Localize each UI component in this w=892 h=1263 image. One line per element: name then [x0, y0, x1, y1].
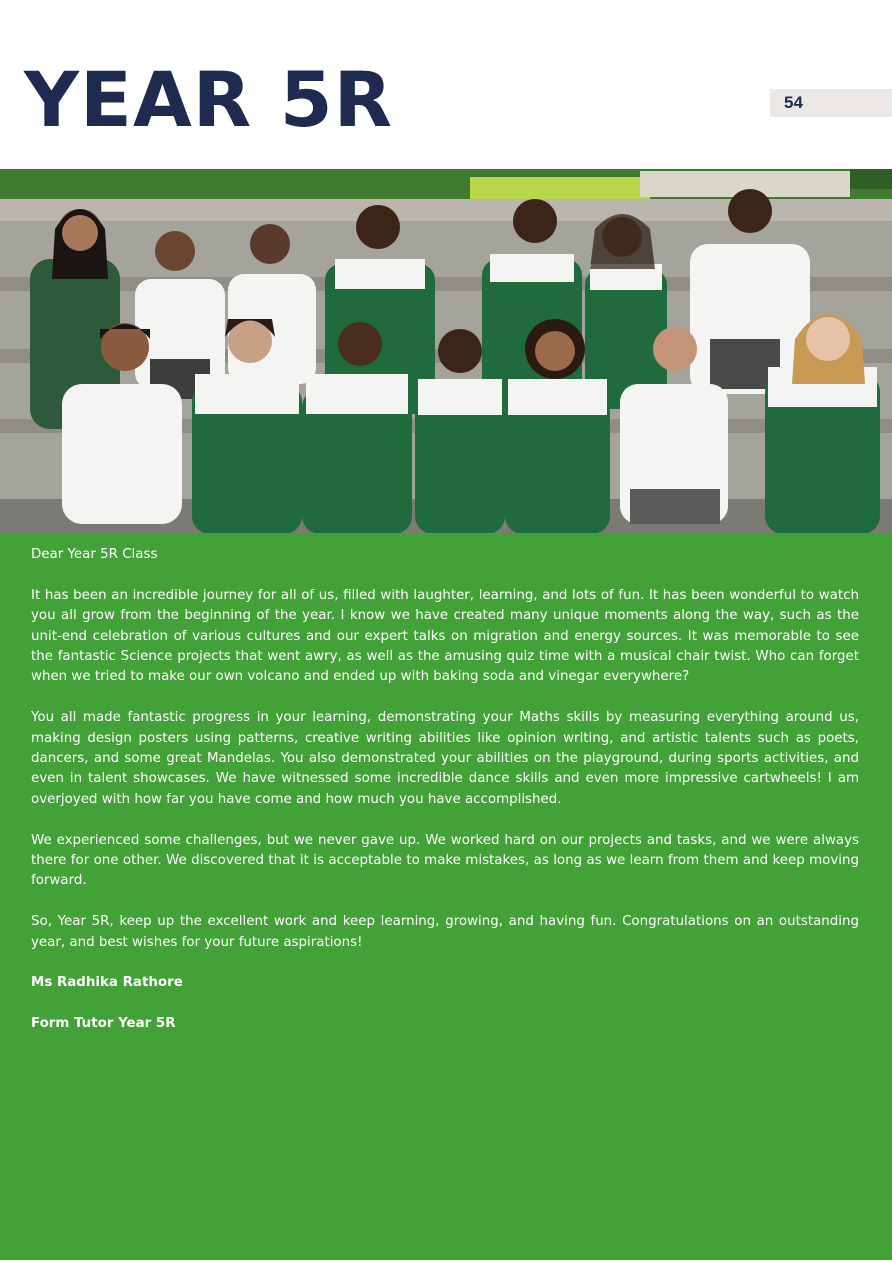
- letter-body: [31, 545, 859, 1055]
- page-number: 54: [784, 93, 803, 112]
- signature-role: Form Tutor Year 5R: [31, 1016, 176, 1032]
- letter-paragraph: So, Year 5R, keep up the excellent work and keep learning, growing, and having fun. Congratulations on an outstanding year, and best wishes for your future aspirations!: [31, 914, 859, 950]
- signature-name: Ms Radhika Rathore: [31, 975, 183, 991]
- letter-panel: [0, 533, 892, 1260]
- letter-paragraph: It has been an incredible journey for all of us, filled with laughter, learning, and lots of fun. It has been wonderful to watch you all grow from the beginning of the year. I know we have created many unique moments along the way, such as the unit-end celebration of various cultures and our expert talks on migration and energy sources. It was memorable to see the fantastic Science projects that went awry, as well as the amusing quiz time with a musical chair twist. Who can forget when we tried to make our own volcano and ended up with baking soda and vinegar everywhere?: [31, 587, 859, 685]
- letter-paragraph: We experienced some challenges, but we never gave up. We worked hard on our projects and tasks, and we were always there for one other. We discovered that it is acceptable to make mistakes, as long as we learn from them and keep moving forward.: [31, 832, 859, 889]
- class-photo: [0, 169, 892, 534]
- page-title: YEAR 5R: [24, 55, 394, 144]
- letter-greeting: Dear Year 5R Class: [31, 547, 158, 562]
- letter-paragraph: You all made fantastic progress in your learning, demonstrating your Maths skills by measuring everything around us, making design posters using patterns, creative writing abilities like opinion writing, and artistic talents such as poets, dancers, and some great Mandelas. You also demonstrated your abilities on the playground, during sports activities, and even in talent showcases. We have witnessed some incredible dance skills and even more impressive cartwheels! I am overjoyed with how far you have come and how much you have accomplished.: [31, 710, 859, 807]
- page-number-tab: [770, 89, 892, 117]
